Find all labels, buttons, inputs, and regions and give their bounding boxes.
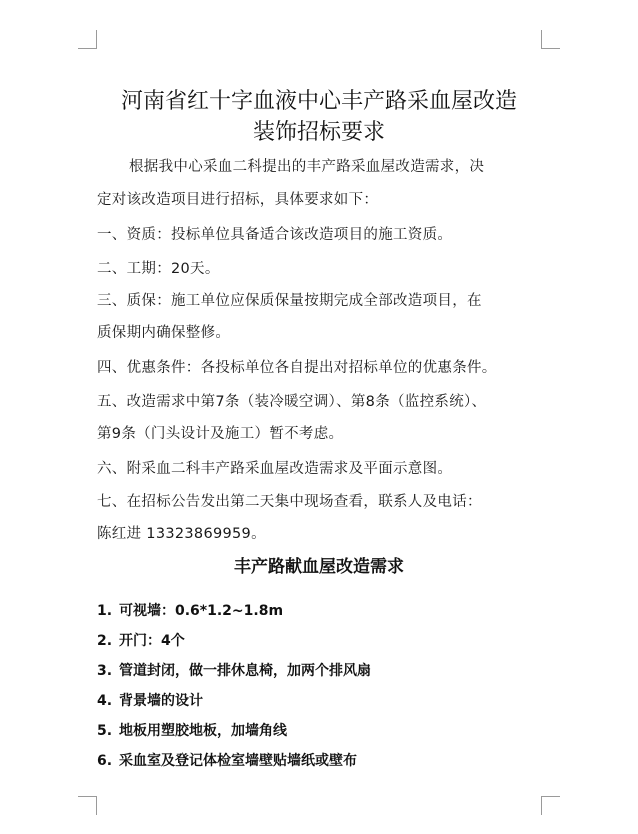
requirements-title: 丰产路献血屋改造需求 [234,557,404,577]
requirement-item [97,751,357,771]
item-exclusions-line-1: 五、改造需求中第7条（装冷暖空调）、第8条（监控系统）、 [97,394,487,410]
item-site-visit-line-2: 陈红进 13323869959。 [97,526,266,542]
page-corner-mark-bottom-right [541,796,560,815]
requirement-number: 3. [97,663,113,679]
item-attachment: 六、附采血二科丰产路采血屋改造需求及平面示意图。 [97,461,453,477]
item-duration: 二、工期：20天。 [97,261,220,277]
requirement-item [97,661,371,681]
item-warranty-line-2: 质保期内确保整修。 [97,325,231,341]
requirement-number: 5. [97,723,113,739]
requirement-text: 地板用塑胶地板，加墙角线 [119,723,287,739]
item-qualification: 一、资质：投标单位具备适合该改造项目的施工资质。 [97,227,453,243]
requirement-item [97,721,287,741]
document-title-line-2: 装饰招标要求 [252,120,385,145]
document-title-line-1: 河南省红十字血液中心丰产路采血屋改造 [120,89,517,114]
intro-line-2: 定对该改造项目进行招标，具体要求如下： [97,192,379,208]
item-exclusions-line-2: 第9条（门头设计及施工）暂不考虑。 [97,426,344,442]
requirement-number: 1. [97,603,113,619]
item-warranty-line-1: 三、质保：施工单位应保质保量按期完成全部改造项目，在 [97,293,482,309]
requirement-text: 管道封闭，做一排休息椅，加两个排风扇 [119,663,371,679]
requirement-text: 背景墙的设计 [119,693,203,709]
requirement-item [97,631,185,651]
requirement-number: 2. [97,633,113,649]
intro-line-1: 根据我中心采血二科提出的丰产路采血屋改造需求，决 [129,159,485,175]
requirement-text: 采血室及登记体检室墙壁贴墙纸或壁布 [119,753,357,769]
requirement-text: 开门：4个 [119,633,185,649]
item-discount: 四、优惠条件：各投标单位各自提出对招标单位的优惠条件。 [97,360,497,376]
page-corner-mark-top-right [541,30,560,49]
requirement-number: 4. [97,693,113,709]
requirement-item [97,601,283,621]
page-corner-mark-bottom-left [78,796,97,815]
page-corner-mark-top-left [78,30,97,49]
requirement-item [97,691,203,711]
requirement-number: 6. [97,753,113,769]
item-site-visit-line-1: 七、在招标公告发出第二天集中现场查看，联系人及电话： [97,494,482,510]
requirement-text: 可视墙：0.6*1.2~1.8m [119,603,284,619]
